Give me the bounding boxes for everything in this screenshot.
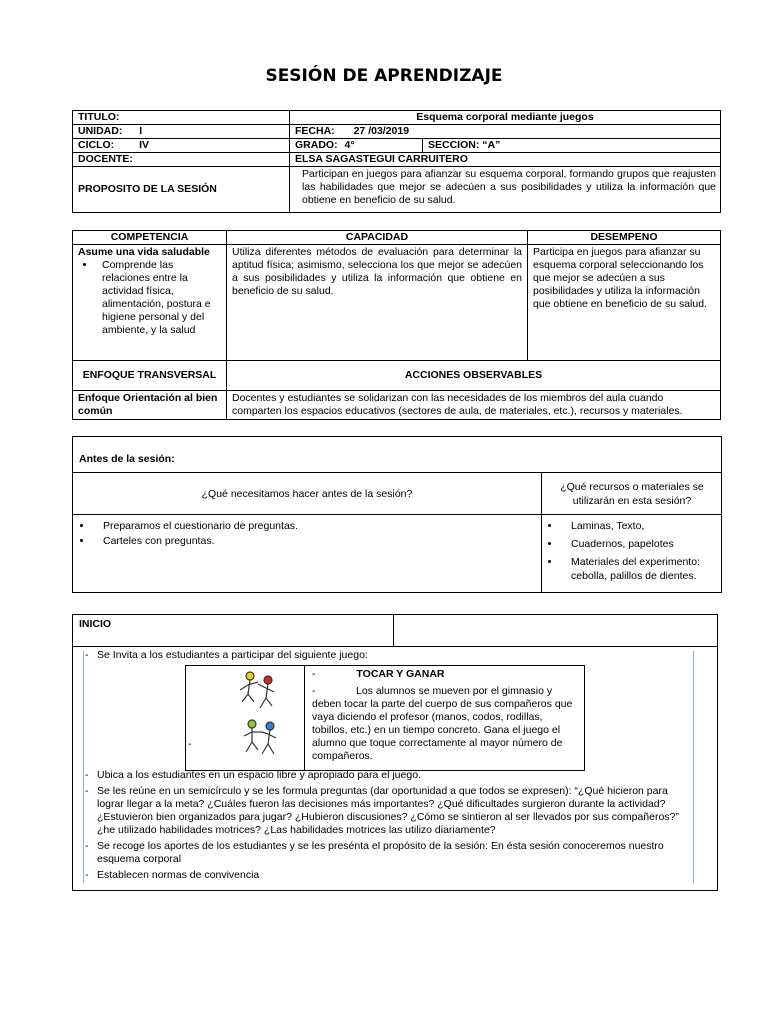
antes-left-item: • Preparamos el cuestionario de preguntas. xyxy=(93,519,543,534)
titulo-label: TITULO: xyxy=(73,111,290,125)
unidad-label: UNIDAD: xyxy=(78,125,123,137)
game-left-dash: - xyxy=(188,738,192,750)
game-title: TOCAR Y GANAR xyxy=(356,668,445,680)
ciclo-label: CICLO: xyxy=(78,139,115,151)
grado-value: 4° xyxy=(344,139,355,151)
fecha-label: FECHA: xyxy=(295,125,335,137)
titulo-value: Esquema corporal mediante juegos xyxy=(290,111,721,125)
inicio-list xyxy=(83,769,691,882)
game-image-cell xyxy=(186,666,305,770)
competencia-list xyxy=(78,259,221,337)
game-text-cell xyxy=(312,668,578,763)
antes-right-item: • Cuadernos, papelotes xyxy=(561,537,731,551)
unidad-value: I xyxy=(139,125,143,137)
antes-title: Antes de la sesión: xyxy=(79,453,175,465)
seccion-cell xyxy=(423,139,721,153)
competencia-cell xyxy=(73,245,227,361)
antes-right-list xyxy=(547,519,731,583)
game-title-dash: - xyxy=(312,668,316,680)
page-title: SESIÓN DE APRENDIZAJE xyxy=(265,66,503,86)
desempeno-header: DESEMPENO xyxy=(528,231,721,245)
inicio-section xyxy=(72,614,718,891)
antes-divider-2 xyxy=(73,514,721,515)
enfoque-value: Enfoque Orientación al bien común xyxy=(73,391,227,420)
seccion-label: SECCION: xyxy=(428,139,480,151)
inicio-title-underline xyxy=(73,646,717,647)
antes-left-item: • Carteles con preguntas. xyxy=(93,534,543,549)
proposito-label: PROPOSITO DE LA SESIÓN xyxy=(73,167,290,213)
inicio-item: - Se recoge los aportes de los estudiantes y se les presénta el propósito de la sesión: En ésta sesión conoceremos nuestro esquema corporal xyxy=(83,840,691,866)
inicio-item: - Establecen normas de convivencia xyxy=(83,869,691,882)
proposito-value: Participan en juegos para afianzar su esquema corporal, formando grupos que reajusten las habilidades que mejor se adecúen a sus posibilidades y utiliza la información que obtiene en beneficio de su salud. xyxy=(290,167,721,213)
capacidad-header: CAPACIDAD xyxy=(227,231,528,245)
inicio-right-rule xyxy=(693,651,694,883)
inicio-intro: - Se Invita a los estudiantes a participar del siguiente juego: xyxy=(83,649,683,662)
competencia-bullet: • Comprende las relaciones entre la actividad física, alimentación, postura e higiene personal y del ambiente, y la salud xyxy=(96,259,221,337)
antes-q2: ¿Qué recursos o materiales se utilizarán en esta sesión? xyxy=(560,481,704,507)
seccion-value: “A” xyxy=(482,139,501,151)
competencia-title: Asume una vida saludable xyxy=(78,246,210,258)
antes-left-list xyxy=(79,519,543,549)
ciclo-value: IV xyxy=(139,139,150,151)
unidad-cell xyxy=(73,125,290,139)
desempeno-text: Participa en juegos para afianzar su esquema corporal seleccionando los que mejor se adecúen a sus posibilidades y utiliza la información que obtiene en beneficio de su salud. xyxy=(528,245,721,361)
enfoque-header: ENFOQUE TRANSVERSAL xyxy=(73,361,227,391)
inicio-item: - Ubica a los estudiantes en un espacio libre y apropiado para el juego. xyxy=(83,769,691,782)
fecha-value: 27 /03/2019 xyxy=(353,125,410,137)
info-table xyxy=(72,110,721,213)
game-text: Los alumnos se mueven por el gimnasio y deben tocar la parte del cuerpo de sus compañeros que vaya diciendo el profesor (manos, codos, rodillas, tobillos, etc.) en un tiempo concreto. Gana el juego el alumno que toque correctamente al mayor número de compañeros. xyxy=(312,685,573,762)
game-title-row xyxy=(312,668,578,681)
antes-divider-1 xyxy=(73,472,721,473)
docente-label: DOCENTE: xyxy=(73,153,290,167)
grado-label: GRADO: xyxy=(295,139,338,151)
figure-blue xyxy=(262,722,276,754)
acciones-header: ACCIONES OBSERVABLES xyxy=(227,361,721,391)
antes-section xyxy=(72,436,722,593)
kids-playing-illustration xyxy=(232,670,302,766)
capacidad-text: Utiliza diferentes métodos de evaluación para determinar la aptitud física; asimismo, selecciona los que mejor se adecúen a sus posibilidades y utiliza la información que obtiene en beneficio de su salud. xyxy=(227,245,528,361)
competencia-table xyxy=(72,230,721,420)
grado-cell xyxy=(290,139,423,153)
antes-q1: ¿Qué necesitamos hacer antes de la sesión? xyxy=(201,488,413,500)
antes-right-item: • Laminas, Texto, xyxy=(561,519,731,533)
figure-green xyxy=(244,720,262,752)
inicio-title: INICIO xyxy=(79,618,112,630)
fecha-cell xyxy=(290,125,721,139)
game-text-dash: - xyxy=(312,685,316,697)
game-box xyxy=(185,665,585,771)
docente-value: ELSA SAGASTEGUI CARRUITERO xyxy=(290,153,721,167)
competencia-header: COMPETENCIA xyxy=(73,231,227,245)
ciclo-cell xyxy=(73,139,290,153)
game-text-block xyxy=(312,685,578,763)
inicio-title-divider xyxy=(393,615,394,646)
acciones-value: Docentes y estudiantes se solidarizan con las necesidades de los miembros del aula cuando comparten los espacios educativos (sectores de aula, de materiales, etc.), recursos y materiales. xyxy=(227,391,721,420)
figure-yellow xyxy=(240,672,258,702)
inicio-item: - Se les reúne en un semicírculo y se les formula preguntas (dar oportunidad a que todos se expresen): “¿Qué hicieron para lograr llegar a la meta? ¿Cuáles fueron las decisiones más importantes? ¿Qué dificultades surgieron durante la actividad? ¿Estuvieron bien organizados para jugar? ¿Hubieron discusiones? ¿Cómo se sintieron al ser llevados por sus compañeros?” ¿he utilizado habilidades motrices? ¿Las habilidades motrices las utilizo diariamente? xyxy=(83,785,691,837)
antes-right-item: • Materiales del experimento: cebolla, palillos de dientes. xyxy=(561,555,731,583)
figure-red xyxy=(258,676,274,708)
inicio-intro-list xyxy=(83,649,683,662)
